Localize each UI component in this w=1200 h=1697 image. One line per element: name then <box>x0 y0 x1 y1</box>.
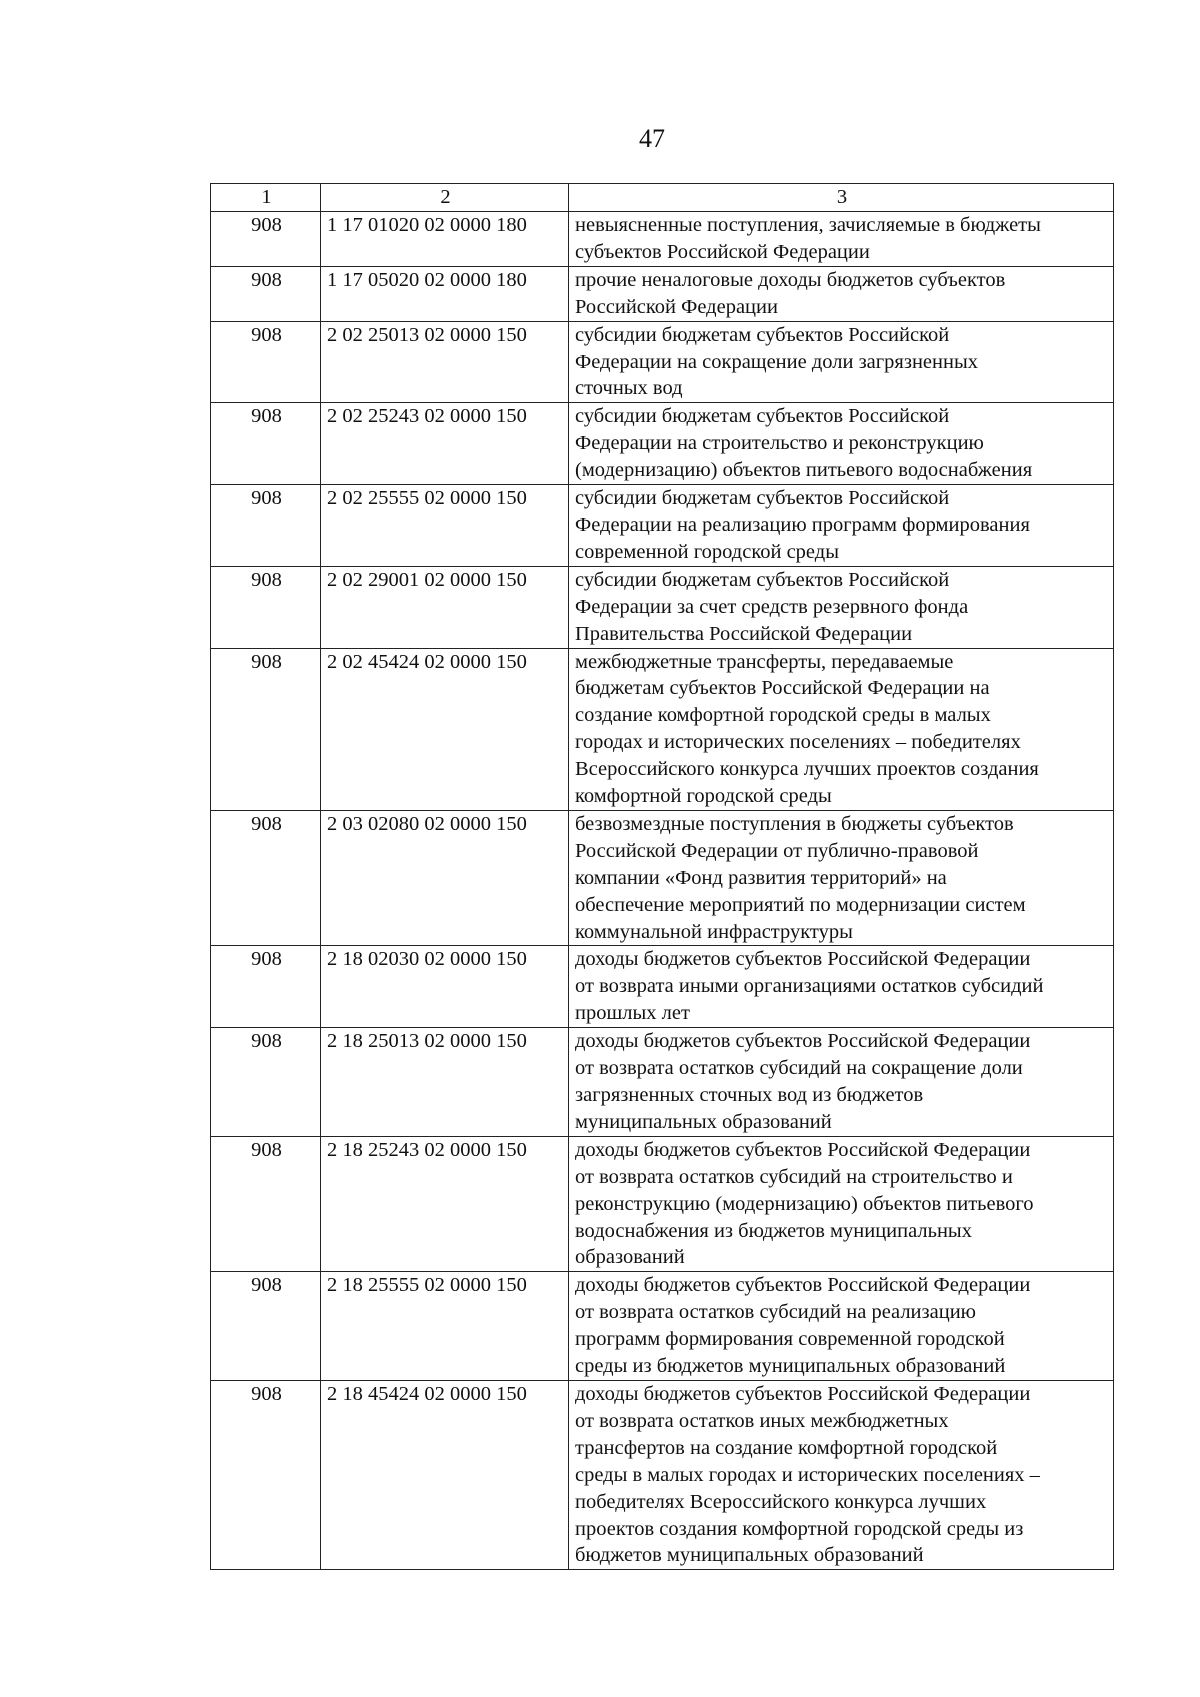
budget-code-cell: 2 03 02080 02 0000 150 <box>321 810 569 946</box>
description-cell: субсидии бюджетам субъектов Российской Федерации на строительство и реконструкцию (модернизацию) объектов питьевого водоснабжения <box>569 403 1114 485</box>
description-cell: межбюджетные трансферты, передаваемые бюджетам субъектов Российской Федерации на создание комфортной городской среды в малых городах и исторических поселениях – победителях Всероссийского конкурса лучших проектов создания комфортной городской среды <box>569 648 1114 810</box>
admin-code-cell: 908 <box>211 1380 321 1569</box>
description-cell: доходы бюджетов субъектов Российской Федерации от возврата остатков субсидий на строительство и реконструкцию (модернизацию) объектов питьевого водоснабжения из бюджетов муниципальных образований <box>569 1136 1114 1272</box>
budget-code-cell: 2 18 02030 02 0000 150 <box>321 946 569 1028</box>
description-cell: субсидии бюджетам субъектов Российской Федерации за счет средств резервного фонда Правительства Российской Федерации <box>569 566 1114 648</box>
table-row <box>211 946 1114 1028</box>
table-row <box>211 1136 1114 1272</box>
admin-code-cell: 908 <box>211 212 321 267</box>
page-number: 47 <box>639 124 665 153</box>
description-cell: доходы бюджетов субъектов Российской Федерации от возврата остатков иных межбюджетных трансфертов на создание комфортной городской среды в малых городах и исторических поселениях – победителях Всероссийского конкурса лучших проектов создания комфортной городской среды из бюджетов муниципальных образований <box>569 1380 1114 1569</box>
column-header-1: 1 <box>211 184 321 212</box>
admin-code-cell: 908 <box>211 266 321 321</box>
admin-code-cell: 908 <box>211 648 321 810</box>
column-header-3: 3 <box>569 184 1114 212</box>
table-row <box>211 810 1114 946</box>
budget-code-cell: 2 02 45424 02 0000 150 <box>321 648 569 810</box>
budget-code-cell: 2 02 25243 02 0000 150 <box>321 403 569 485</box>
table-row <box>211 1380 1114 1569</box>
description-cell: доходы бюджетов субъектов Российской Федерации от возврата остатков субсидий на сокращение доли загрязненных сточных вод из бюджетов муниципальных образований <box>569 1028 1114 1137</box>
table-row <box>211 485 1114 567</box>
budget-code-cell: 2 18 25243 02 0000 150 <box>321 1136 569 1272</box>
table-row <box>211 566 1114 648</box>
admin-code-cell: 908 <box>211 485 321 567</box>
budget-code-cell: 2 02 25013 02 0000 150 <box>321 321 569 403</box>
column-header-2: 2 <box>321 184 569 212</box>
admin-code-cell: 908 <box>211 1136 321 1272</box>
description-cell: безвозмездные поступления в бюджеты субъектов Российской Федерации от публично-правовой компании «Фонд развития территорий» на обеспечение мероприятий по модернизации систем коммунальной инфраструктуры <box>569 810 1114 946</box>
budget-code-cell: 1 17 05020 02 0000 180 <box>321 266 569 321</box>
admin-code-cell: 908 <box>211 946 321 1028</box>
table-header <box>211 184 1114 212</box>
description-cell: субсидии бюджетам субъектов Российской Федерации на сокращение доли загрязненных сточных вод <box>569 321 1114 403</box>
budget-code-cell: 2 18 45424 02 0000 150 <box>321 1380 569 1569</box>
admin-code-cell: 908 <box>211 1272 321 1381</box>
admin-code-cell: 908 <box>211 403 321 485</box>
table-row <box>211 403 1114 485</box>
budget-code-cell: 2 18 25555 02 0000 150 <box>321 1272 569 1381</box>
description-cell: доходы бюджетов субъектов Российской Федерации от возврата иными организациями остатков субсидий прошлых лет <box>569 946 1114 1028</box>
description-cell: доходы бюджетов субъектов Российской Федерации от возврата остатков субсидий на реализацию программ формирования современной городской среды из бюджетов муниципальных образований <box>569 1272 1114 1381</box>
table-row <box>211 321 1114 403</box>
budget-codes-table <box>210 183 1114 1570</box>
table-row <box>211 212 1114 267</box>
budget-code-cell: 2 02 29001 02 0000 150 <box>321 566 569 648</box>
description-cell: невыясненные поступления, зачисляемые в бюджеты субъектов Российской Федерации <box>569 212 1114 267</box>
budget-code-cell: 2 02 25555 02 0000 150 <box>321 485 569 567</box>
table-row <box>211 1272 1114 1381</box>
table-body <box>211 212 1114 1570</box>
admin-code-cell: 908 <box>211 566 321 648</box>
budget-code-cell: 1 17 01020 02 0000 180 <box>321 212 569 267</box>
budget-code-cell: 2 18 25013 02 0000 150 <box>321 1028 569 1137</box>
table-row <box>211 648 1114 810</box>
description-cell: субсидии бюджетам субъектов Российской Федерации на реализацию программ формирования современной городской среды <box>569 485 1114 567</box>
description-cell: прочие неналоговые доходы бюджетов субъектов Российской Федерации <box>569 266 1114 321</box>
admin-code-cell: 908 <box>211 1028 321 1137</box>
admin-code-cell: 908 <box>211 810 321 946</box>
table-row <box>211 1028 1114 1137</box>
admin-code-cell: 908 <box>211 321 321 403</box>
header-row <box>211 184 1114 212</box>
table-row <box>211 266 1114 321</box>
